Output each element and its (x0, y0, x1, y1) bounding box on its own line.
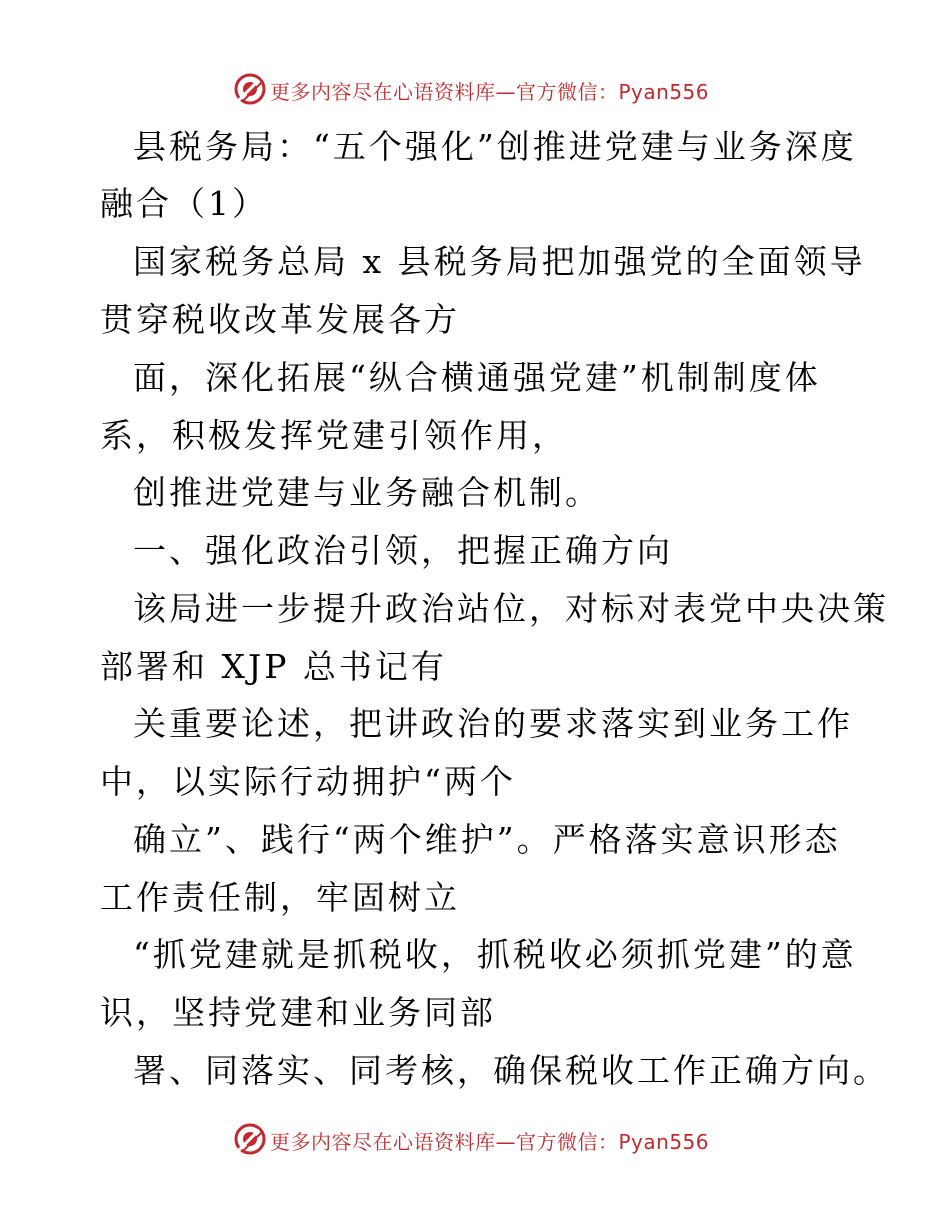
paragraph-line: 该局进一步提升政治站位，对标对表党中央决策 (133, 589, 889, 628)
paragraph-line: 面，深化拓展“纵合横通强党建”机制制度体 (133, 358, 821, 397)
paragraph-line: 国家税务总局 x 县税务局把加强党的全面领导 (133, 242, 866, 281)
paragraph-line: 识，坚持党建和业务同部 (100, 993, 496, 1032)
paragraph-line: 关重要论述，把讲政治的要求落实到业务工作 (133, 704, 853, 743)
paragraph-line: 贯穿税收改革发展各方 (100, 300, 460, 339)
banner-text: 更多内容尽在心语资料库—官方微信：Pyan556 (270, 80, 710, 104)
footer-watermark-banner (0, 1120, 950, 1160)
section-heading: 一、强化政治引领，把握正确方向 (133, 531, 673, 570)
paragraph-line: “抓党建就是抓税收，抓税收必须抓党建”的意 (133, 935, 857, 974)
paragraph-line: 中，以实际行动拥护“两个 (100, 762, 516, 801)
header-watermark-banner (0, 70, 950, 110)
paragraph-line: 署、同落实、同考核，确保税收工作正确方向。 (133, 1051, 889, 1090)
title-line-2: 融合（1） (100, 184, 268, 223)
paragraph-line: 确立”、践行“两个维护”。严格落实意识形态 (133, 820, 841, 859)
brand-logo-icon (233, 72, 267, 106)
brand-logo-icon (233, 1122, 267, 1156)
paragraph-line: 创推进党建与业务融合机制。 (133, 473, 601, 512)
paragraph-line: 工作责任制，牢固树立 (100, 878, 460, 917)
banner-text: 更多内容尽在心语资料库—官方微信：Pyan556 (270, 1130, 710, 1154)
paragraph-line: 系，积极发挥党建引领作用， (100, 416, 568, 455)
paragraph-line: 部署和 XJP 总书记有 (100, 647, 447, 686)
title-line-1: 县税务局：“五个强化”创推进党建与业务深度 (133, 127, 857, 166)
